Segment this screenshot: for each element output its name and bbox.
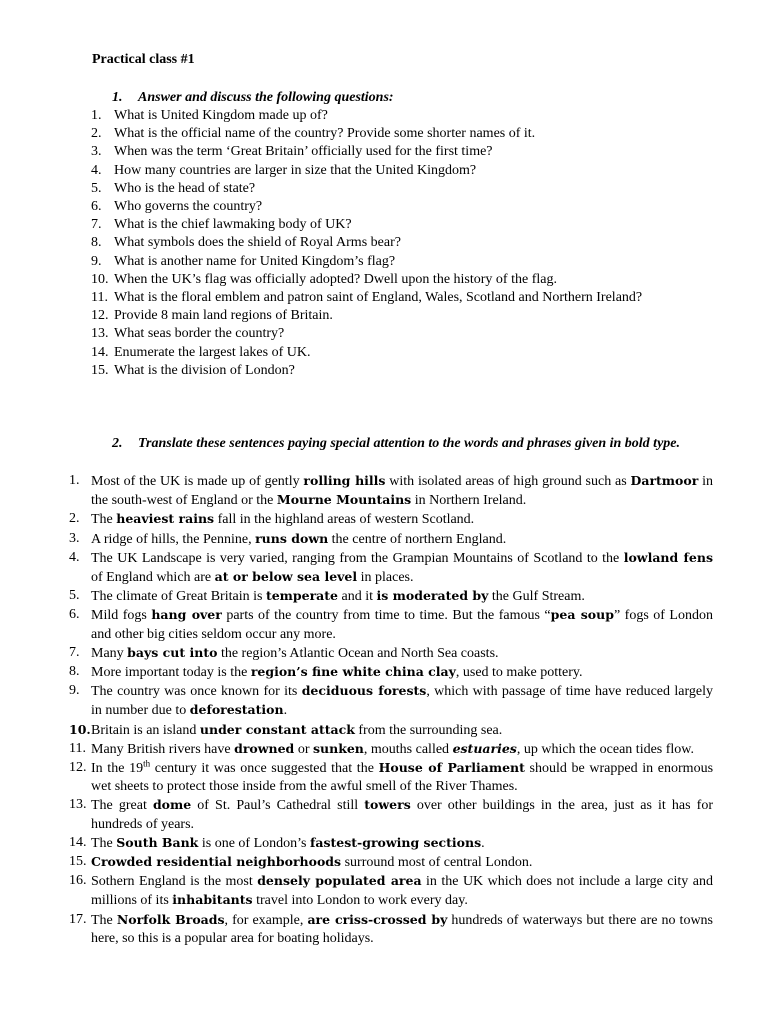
question-text: What is the floral emblem and patron saint of England, Wales, Scotland and Northern Ireland? [114, 290, 643, 306]
key-term: South Bank [116, 834, 199, 850]
sentence-text: should be wrapped in enormous wet sheets to protect those inside from the awful smell of the River Thames. [91, 761, 714, 795]
sentence-text: of St. Paul’s Cathedral still [191, 798, 365, 814]
sentence-number: 3. [69, 530, 80, 546]
question-number: 9. [91, 253, 102, 269]
sentence-item [69, 682, 713, 720]
sentence-text: over other buildings in the area, just as it has for hundreds of years. [91, 798, 713, 832]
sentence-text: Sothern England is the most [91, 874, 258, 890]
key-term: Norfolk Broads [116, 911, 225, 927]
sentence-text: is one of London’s [198, 835, 310, 851]
question-number: 5. [91, 180, 102, 196]
sentence-text: , used to make pottery. [455, 665, 583, 681]
sentence-item [69, 796, 713, 833]
sentence-number: 7. [69, 644, 80, 660]
sentence-text: In the 19 [91, 761, 144, 777]
section-2-heading [112, 435, 714, 453]
sentence-number-bold: 10. [69, 721, 91, 737]
sentence-text: More important today is the [91, 665, 251, 681]
question-text: Enumerate the largest lakes of UK. [114, 344, 311, 360]
sentence-number: 16. [69, 873, 87, 889]
sentence-text: , up which the ocean tides flow. [516, 741, 694, 757]
sentence-text: The [91, 835, 117, 851]
section-1-number: 1. [112, 90, 123, 105]
section-1-heading [112, 89, 714, 107]
question-text: What is the official name of the country? Provide some shorter names of it. [114, 126, 536, 142]
question-item [91, 307, 713, 325]
sentence-number: 4. [69, 549, 80, 565]
key-term: heaviest rains [116, 511, 215, 527]
sentence-number: 6. [69, 607, 80, 623]
sentence-item [69, 834, 713, 853]
key-term: deciduous forests [301, 683, 427, 699]
sentence-text: . [481, 835, 485, 851]
key-term: runs down [255, 530, 329, 546]
question-text: What symbols does the shield of Royal Arms bear? [114, 235, 401, 251]
sentence-text: with isolated areas of high ground such as [385, 474, 631, 489]
key-term: inhabitants [172, 892, 253, 908]
sentence-text: the Gulf Stream. [488, 589, 585, 605]
sentence-text: The [91, 512, 117, 528]
sentence-text: and it [338, 589, 377, 605]
question-item [91, 180, 713, 198]
sentence-text: Mild fogs [91, 608, 152, 624]
key-term: are criss-crossed by [307, 911, 448, 927]
key-term: sunken [312, 740, 364, 756]
sentence-text: in the UK which does not include a large city and millions of its [91, 874, 713, 909]
question-item [91, 289, 713, 307]
question-text: What is the chief lawmaking body of UK? [114, 217, 352, 233]
section-2-number: 2. [112, 436, 123, 451]
sentence-text: in the south-west of England or the [91, 474, 713, 509]
key-term: temperate [265, 588, 339, 604]
sentence-text: in places. [357, 570, 414, 586]
question-text: What is another name for United Kingdom’s flag? [114, 253, 396, 269]
sentence-number: 1. [69, 473, 80, 488]
key-term: deforestation [189, 702, 284, 718]
key-term: Mourne Mountains [276, 492, 412, 508]
key-term: is moderated by [376, 588, 489, 604]
sentence-text: , which with passage of time have reduced largely in number due to [91, 684, 713, 719]
key-term: dome [152, 797, 192, 813]
sentence-item [69, 510, 713, 529]
question-number: 10. [91, 271, 109, 287]
sentence-text: , for example, [224, 912, 308, 928]
sentence-item [69, 853, 713, 872]
sentence-number [69, 721, 91, 740]
question-item [91, 143, 713, 161]
sentence-item [69, 549, 713, 587]
question-item [91, 107, 713, 125]
question-item [91, 162, 713, 180]
key-term: House of Parliament [378, 760, 525, 776]
key-term: region’s fine white china clay [250, 664, 456, 680]
sentence-number: 11. [69, 740, 86, 756]
question-item [91, 253, 713, 271]
question-list [91, 107, 713, 380]
question-item [91, 362, 713, 380]
sentence-text: The country was once known for its [91, 684, 302, 700]
sentence-text: from the surrounding sea. [354, 722, 503, 738]
key-term: densely populated area [257, 873, 422, 889]
sentence-number: 12. [69, 760, 87, 776]
sentence-number: 14. [69, 834, 87, 850]
sentence-text: The climate of Great Britain is [91, 589, 266, 605]
sentence-text: travel into London to work every day. [252, 893, 468, 909]
question-item [91, 234, 713, 252]
sentence-number: 9. [69, 683, 80, 699]
question-text: When the UK’s flag was officially adopted? Dwell upon the history of the flag. [114, 271, 557, 287]
sentence-number: 8. [69, 664, 80, 680]
sentence-text: the centre of northern England. [328, 531, 507, 547]
sentence-text: or [294, 741, 313, 757]
sentence-item [69, 872, 713, 910]
sentence-text: century it was once suggested that the [150, 761, 379, 777]
key-term: estuaries [452, 740, 517, 756]
key-term: pea soup [550, 607, 614, 623]
question-number: 4. [91, 162, 102, 178]
question-text: Provide 8 main land regions of Britain. [114, 308, 333, 324]
question-item [91, 271, 713, 289]
sentence-text: The great [91, 798, 153, 814]
sentence-text: the region’s Atlantic Ocean and North Sea coasts. [217, 645, 499, 661]
sentence-number: 15. [69, 854, 87, 870]
superscript-text: th [143, 758, 151, 769]
key-term: fastest-growing sections [309, 834, 482, 850]
question-text: What is the division of London? [114, 362, 295, 378]
sentence-text: hundreds of waterways but there are no towns here, so this is a popular area for boating holidays. [91, 912, 713, 946]
sentence-item [69, 759, 713, 796]
question-item [91, 216, 713, 234]
sentence-text: A ridge of hills, the Pennine, [91, 531, 256, 547]
sentence-number: 5. [69, 588, 80, 604]
question-number: 7. [91, 217, 102, 233]
key-term: hang over [151, 607, 222, 623]
question-number: 6. [91, 199, 102, 215]
question-number: 15. [91, 362, 109, 378]
key-term: rolling hills [303, 473, 386, 488]
sentence-text: surround most of central London. [341, 855, 533, 871]
question-text: What is United Kingdom made up of? [114, 108, 328, 123]
sentence-text: The UK Landscape is very varied, ranging from the Grampian Mountains of Scotland to the [91, 550, 624, 566]
key-term: under constant attack [199, 721, 355, 737]
sentence-item [69, 644, 713, 663]
key-term: at or below sea level [214, 569, 358, 585]
sentence-text: , mouths called [363, 741, 453, 757]
sentence-text: Britain is an island [91, 722, 200, 738]
sentence-item [69, 721, 713, 740]
key-term: bays cut into [127, 644, 218, 660]
sentence-item [69, 530, 713, 549]
section-1-heading-text: Answer and discuss the following questions: [138, 90, 394, 105]
question-text: How many countries are larger in size that the United Kingdom? [114, 162, 477, 178]
question-item [91, 198, 713, 216]
question-number: 8. [91, 235, 102, 251]
sentence-item [69, 606, 713, 643]
sentence-item [69, 740, 713, 759]
question-text: What seas border the country? [114, 326, 285, 342]
key-term: Dartmoor [630, 473, 699, 488]
question-number: 14. [91, 344, 109, 360]
key-term: lowland fens [623, 549, 713, 565]
sentence-text: The [91, 912, 117, 928]
sentence-text: Most of the UK is made up of gently [91, 474, 304, 489]
question-number: 1. [91, 108, 102, 123]
sentence-text: ” fogs of London and other big cities seldom occur any more. [91, 608, 713, 642]
question-item [91, 325, 713, 343]
sentence-item [69, 587, 713, 606]
sentence-text: in Northern Ireland. [411, 493, 527, 509]
sentence-item [69, 663, 713, 682]
question-number: 13. [91, 326, 109, 342]
key-term: drowned [234, 740, 295, 756]
question-text: Who governs the country? [114, 199, 263, 215]
question-number: 2. [91, 126, 102, 142]
question-number: 3. [91, 144, 102, 160]
sentence-text: parts of the country from time to time. But the famous “ [221, 608, 551, 624]
sentence-text: of England which are [91, 570, 215, 586]
question-text: When was the term ‘Great Britain’ officially used for the first time? [114, 144, 493, 160]
sentence-text: Many [91, 645, 128, 661]
sentence-number: 13. [69, 797, 87, 813]
translation-sentence-list [69, 472, 713, 948]
sentence-number: 17. [69, 911, 87, 927]
sentence-text: . [283, 703, 288, 719]
section-2-heading-text: Translate these sentences paying special attention to the words and phrases given in bold type. [138, 436, 680, 451]
sentence-item [69, 472, 713, 510]
sentence-text: fall in the highland areas of western Scotland. [214, 512, 475, 528]
key-term: towers [364, 797, 411, 813]
sentence-number: 2. [69, 511, 80, 527]
key-term: Crowded residential neighborhoods [91, 854, 342, 870]
question-number: 11. [91, 290, 108, 306]
page-title: Practical class #1 [92, 52, 195, 67]
question-text: Who is the head of state? [114, 180, 256, 196]
question-number: 12. [91, 308, 109, 324]
sentence-item [69, 911, 713, 948]
question-item [91, 344, 713, 362]
question-item [91, 125, 713, 143]
sentence-text: Many British rivers have [91, 741, 235, 757]
